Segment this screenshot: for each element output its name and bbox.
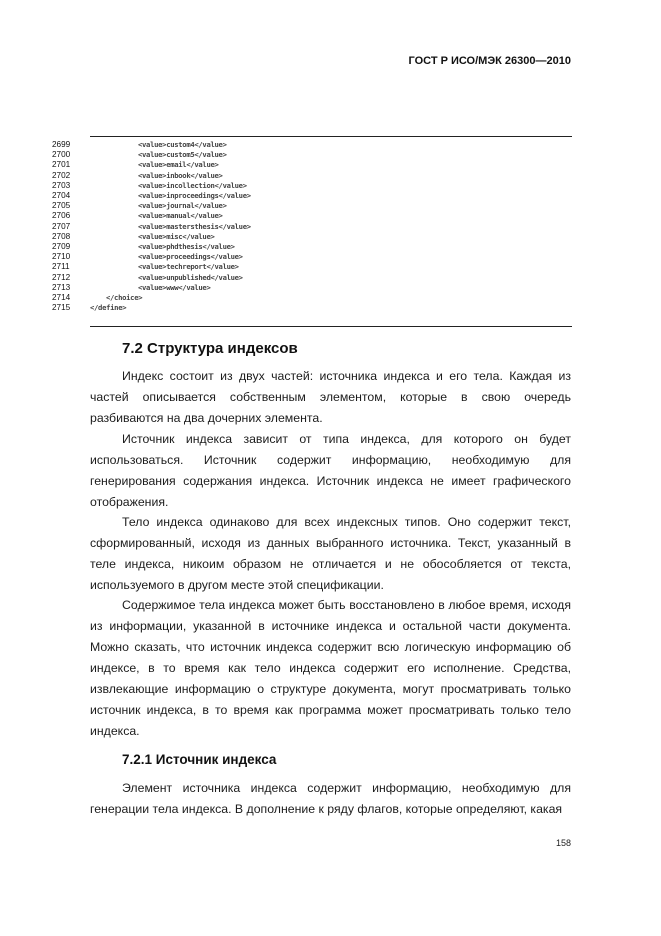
code-line <box>0 303 661 313</box>
code-text: <value>mastersthesis</value> <box>138 221 251 231</box>
code-line <box>0 252 661 262</box>
code-line <box>0 293 661 303</box>
document-header: ГОСТ Р ИСО/МЭК 26300—2010 <box>408 55 571 67</box>
line-number: 2713 <box>52 282 71 292</box>
code-text: <value>inbook</value> <box>138 170 223 180</box>
code-line <box>0 222 661 232</box>
line-number: 2705 <box>52 201 71 211</box>
line-number: 2699 <box>52 140 71 149</box>
line-number: 2712 <box>52 272 71 282</box>
line-number: 2707 <box>52 221 71 231</box>
line-number: 2714 <box>52 293 71 302</box>
line-number: 2701 <box>52 160 71 170</box>
line-number: 2702 <box>52 170 71 180</box>
code-text: <value>www</value> <box>138 282 211 292</box>
section-paragraph: Содержимое тела индекса может быть восстановлено в любое время, исходя из информации, указанной в источнике индекса и остальной части документа. Можно сказать, что источник индекса содержит всю логическую информацию об индексе, в то время как тело индекса содержит его исполнение. Средства, извлекающие информацию о структуре документа, могут просматривать только источник индекса, в то время как программа может просматривать только тело индекса. <box>90 598 571 738</box>
line-number: 2706 <box>52 211 71 221</box>
code-text: <value>journal</value> <box>138 201 227 211</box>
code-line <box>0 273 661 283</box>
code-line <box>0 262 661 272</box>
section-paragraph: Тело индекса одинаково для всех индексных типов. Оно содержит текст, сформированный, исходя из данных выбранного источника. Текст, указанный в теле индекса, никоим образом не отличается и не обособляется от текста, используемого в другом месте этой спецификации. <box>90 515 571 592</box>
code-line <box>0 283 661 293</box>
code-text: </choice> <box>106 293 143 302</box>
code-line <box>0 171 661 181</box>
line-number: 2710 <box>52 252 71 262</box>
line-number: 2709 <box>52 242 71 251</box>
code-line <box>0 150 661 160</box>
code-text: <value>phdthesis</value> <box>138 242 235 251</box>
code-text: <value>proceedings</value> <box>138 252 243 262</box>
subsection-paragraph: Элемент источника индекса содержит информацию, необходимую для генерации тела индекса. В дополнение к ряду флагов, которые определяют, какая <box>90 781 571 816</box>
subsection-heading: 7.2.1 Источник индекса <box>122 752 277 767</box>
code-text: <value>techreport</value> <box>138 262 239 272</box>
code-text: <value>inproceedings</value> <box>138 191 251 200</box>
line-number: 2708 <box>52 231 71 241</box>
page-number: 158 <box>555 838 571 848</box>
code-text: <value>unpublished</value> <box>138 272 243 282</box>
code-text: <value>incollection</value> <box>138 180 247 190</box>
code-line <box>0 242 661 252</box>
code-text: </define> <box>90 303 127 313</box>
section-paragraph: Индекс состоит из двух частей: источника индекса и его тела. Каждая из частей описывается собственным элементом, которые в свою очередь разбиваются на два дочерних элемента. <box>90 369 571 425</box>
code-text: <value>email</value> <box>138 160 219 170</box>
code-line <box>0 181 661 191</box>
code-line <box>0 140 661 150</box>
code-text: <value>misc</value> <box>138 231 215 241</box>
code-line <box>0 201 661 211</box>
line-number: 2704 <box>52 191 71 200</box>
code-bottom-rule <box>90 326 572 327</box>
code-text: <value>manual</value> <box>138 211 223 221</box>
line-number: 2715 <box>52 303 71 313</box>
section-paragraph: Источник индекса зависит от типа индекса, для которого он будет использоваться. Источник содержит информацию, необходимую для генерирования содержания индекса. Источник индекса не имеет графического отображения. <box>90 432 571 509</box>
code-text: <value>custom5</value> <box>138 150 227 160</box>
line-number: 2700 <box>52 150 71 160</box>
code-line <box>0 191 661 201</box>
code-top-rule <box>90 136 572 137</box>
line-number: 2711 <box>52 262 70 272</box>
line-number: 2703 <box>52 180 71 190</box>
code-line <box>0 160 661 170</box>
code-line <box>0 232 661 242</box>
section-heading: 7.2 Структура индексов <box>122 340 298 357</box>
code-text: <value>custom4</value> <box>138 140 227 149</box>
code-line <box>0 211 661 221</box>
